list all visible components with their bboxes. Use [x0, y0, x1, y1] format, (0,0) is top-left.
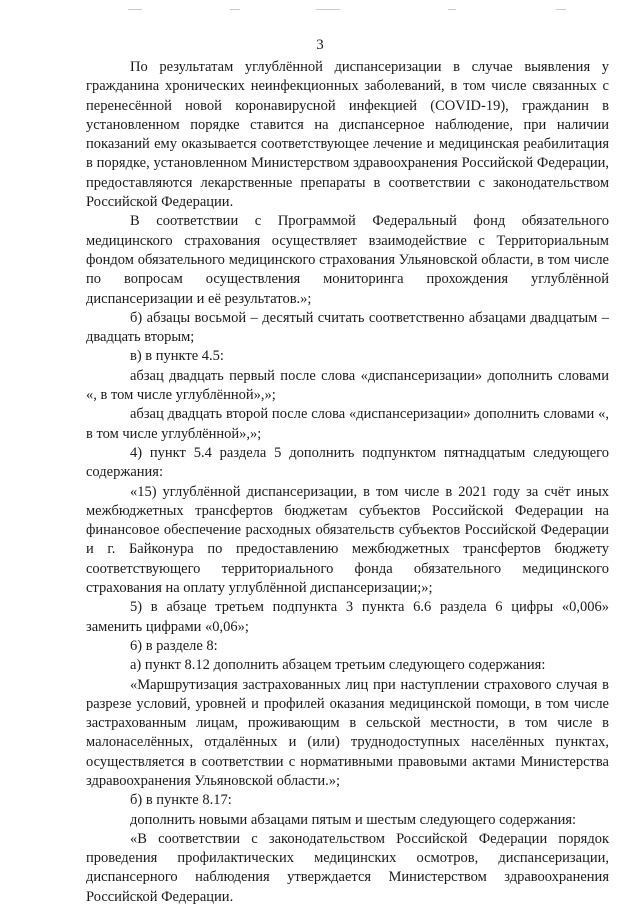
paragraph: в) в пункте 4.5: — [130, 348, 224, 365]
paragraph: дополнить новыми абзацами пятым и шестым следующего содержания: — [130, 811, 577, 828]
paragraph: 4) пункт 5.4 раздела 5 дополнить подпунктом пятнадцатым следующего содержания: — [86, 444, 609, 481]
scan-artifact — [556, 9, 566, 10]
paragraph: 6) в разделе 8: — [130, 637, 218, 654]
paragraph: В соответствии с Программой Федеральный фонд обязательного медицинского страхования осуществляет взаимодействие с Территориальным фондом обязательного медицинского страхования Ульяновской области, в том числе по вопросам осуществления мониторинга прохождения углублённой диспансеризации и её результатов.»; — [86, 213, 609, 307]
scan-artifact — [448, 9, 456, 10]
paragraph: абзац двадцать первый после слова «диспансеризации» дополнить словами «, в том числе углублённой»,»; — [86, 367, 609, 404]
paragraph: «15) углублённой диспансеризации, в том числе в 2021 году за счёт иных межбюджетных трансфертов бюджетам субъектов Российской Федерации на финансовое обеспечение расходных обязательств субъектов Российской Федерации и г. Байконура по предоставлению межбюджетных трансфертов бюджету соответствующего территориального фонда обязательного медицинского страхования на оплату углублённой диспансеризации;»; — [86, 483, 609, 597]
document-body — [86, 58, 609, 907]
paragraph: «Маршрутизация застрахованных лиц при наступлении страхового случая в разрезе условий, уровней и профилей оказания медицинской помощи, в том числе застрахованным лицам, проживающим в сельской местности, в том числе в малонаселённых, отдалённых и (или) труднодоступных населённых пунктах, осуществляется в соответствии с нормативными правовыми актами Министерства здравоохранения Ульяновской области.»; — [86, 676, 609, 789]
paragraph: 5) в абзаце третьем подпункта 3 пункта 6.6 раздела 6 цифры «0,006» заменить цифрами «0,06»; — [86, 599, 609, 635]
scan-artifact — [316, 9, 340, 10]
scan-artifact — [230, 9, 240, 10]
paragraph: По результатам углублённой диспансеризации в случае выявления у гражданина хронических неинфекционных заболеваний, в том числе связанных с перенесённой новой коронавирусной инфекцией (COVID-19), гражданин в установленном порядке ставится на диспансерное наблюдение, при наличии показаний ему оказывается соответствующее лечение и медицинская реабилитация в порядке, установленном Министерством здравоохранения Российской Федерации, предоставляются лекарственные препараты в соответствии с законодательством Российской Федерации. — [86, 59, 609, 211]
paragraph: б) абзацы восьмой – десятый считать соответственно абзацами двадцатым – двадцать вторым; — [86, 309, 609, 346]
paragraph: «В соответствии с законодательством Российской Федерации порядок проведения профилактических медицинских осмотров, диспансеризации, диспансерного наблюдения утверждается Министерством здравоохранения Российской Федерации. — [86, 830, 609, 905]
paragraph: абзац двадцать второй после слова «диспансеризации» дополнить словами «, в том числе углублённой»,»; — [86, 406, 609, 442]
paragraph: б) в пункте 8.17: — [130, 792, 232, 809]
paragraph: а) пункт 8.12 дополнить абзацем третьим следующего содержания: — [130, 657, 546, 674]
page-number: 3 — [316, 37, 324, 53]
scan-artifact — [128, 9, 142, 10]
